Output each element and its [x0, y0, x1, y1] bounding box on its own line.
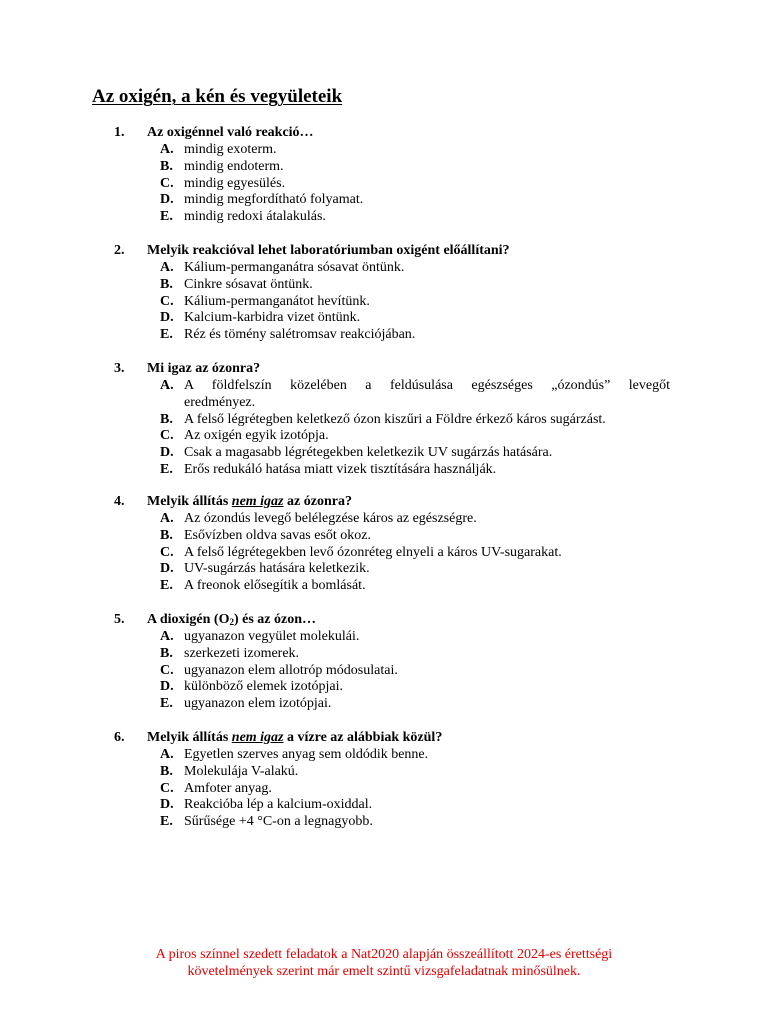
- question-1: [114, 125, 670, 226]
- question-number: 3.: [114, 361, 125, 376]
- option-e: [114, 696, 670, 713]
- question-number: 4.: [114, 494, 125, 509]
- subscript: 2: [229, 617, 234, 627]
- option-letter: C.: [160, 780, 174, 796]
- option-b: [114, 646, 670, 663]
- option-letter: A.: [160, 378, 174, 393]
- question-header: [114, 125, 670, 142]
- question-text-emphasis: nem igaz: [231, 494, 284, 509]
- option-d: [114, 561, 670, 578]
- option-text-continuation: eredményez.: [184, 394, 256, 410]
- option-text: ugyanazon vegyület molekulái.: [184, 629, 360, 644]
- document-title: Az oxigén, a kén és vegyületeik: [92, 86, 343, 107]
- option-e: [114, 578, 670, 595]
- option-a: [114, 629, 670, 646]
- option-letter: B.: [160, 411, 173, 427]
- option-a: [114, 511, 670, 528]
- option-text: Az ózondús levegő belélegzése káros az egészségre.: [184, 511, 477, 526]
- option-letter: D.: [160, 192, 174, 208]
- option-text: Kalcium-karbidra vizet öntünk.: [184, 310, 361, 326]
- option-e: [114, 462, 670, 479]
- option-letter: A.: [160, 260, 174, 275]
- question-number: 6.: [114, 730, 125, 745]
- option-text: UV-sugárzás hatására keletkezik.: [184, 561, 370, 577]
- footer-note-line-1: A piros színnel szedett feladatok a Nat2020 alapján összeállított 2024-es érettségi: [155, 947, 613, 962]
- option-letter: A.: [160, 629, 174, 644]
- option-letter: E.: [160, 578, 173, 594]
- option-d: [114, 310, 670, 327]
- option-e: [114, 209, 670, 226]
- option-text: Cinkre sósavat öntünk.: [184, 276, 313, 292]
- question-text: Melyik reakcióval lehet laboratóriumban oxigént előállítani?: [147, 243, 510, 258]
- question-text: [147, 612, 316, 629]
- option-letter: E.: [160, 209, 173, 225]
- option-letter: D.: [160, 445, 174, 461]
- option-text: mindig redoxi átalakulás.: [184, 209, 326, 225]
- question-text-before: Melyik állítás: [147, 730, 229, 745]
- option-text: Molekulája V-alakú.: [184, 763, 299, 779]
- footer-note: [100, 946, 668, 980]
- option-letter: A.: [160, 747, 174, 762]
- option-letter: B.: [160, 645, 173, 661]
- option-letter: E.: [160, 327, 173, 343]
- option-text: Sűrűsége +4 °C-on a legnagyobb.: [184, 814, 373, 830]
- option-letter: B.: [160, 276, 173, 292]
- option-b: [114, 412, 670, 429]
- question-text: Mi igaz az ózonra?: [147, 361, 261, 376]
- question-header: [114, 243, 670, 260]
- option-letter: C.: [160, 428, 174, 444]
- question-text-after: a vízre az alábbiak közül?: [287, 730, 443, 745]
- option-text: különböző elemek izotópjai.: [184, 679, 344, 695]
- option-a: [114, 260, 670, 277]
- option-d: [114, 192, 670, 209]
- option-text: Az oxigén egyik izotópja.: [184, 428, 329, 444]
- option-text: szerkezeti izomerek.: [184, 645, 300, 661]
- option-d: [114, 679, 670, 696]
- option-d: [114, 445, 670, 462]
- option-letter: C.: [160, 662, 174, 678]
- option-text: mindig endoterm.: [184, 158, 284, 174]
- question-4: [114, 494, 670, 595]
- question-text-after: az ózonra?: [287, 494, 352, 509]
- option-c: [114, 663, 670, 680]
- option-text: mindig exoterm.: [184, 142, 277, 157]
- option-b: [114, 277, 670, 294]
- option-letter: D.: [160, 310, 174, 326]
- question-6: [114, 730, 670, 831]
- footer-note-line-2: követelmények szerint már emelt szintű vizsgafeladatnak minősülnek.: [187, 964, 581, 979]
- option-letter: A.: [160, 142, 174, 157]
- question-number: 2.: [114, 243, 125, 258]
- option-c: [114, 545, 670, 562]
- option-text: A freonok elősegítik a bomlását.: [184, 578, 366, 594]
- option-letter: C.: [160, 293, 174, 309]
- option-text: ugyanazon elem allotróp módosulatai.: [184, 662, 398, 678]
- option-text: Réz és tömény salétromsav reakciójában.: [184, 327, 416, 343]
- option-text: Esővízben oldva savas esőt okoz.: [184, 527, 372, 543]
- option-letter: E.: [160, 814, 173, 830]
- option-text: Reakcióba lép a kalcium-oxiddal.: [184, 797, 373, 813]
- option-c: [114, 176, 670, 193]
- option-text: Kálium-permanganátra sósavat öntünk.: [184, 260, 405, 275]
- option-letter: E.: [160, 696, 173, 712]
- question-text: Az oxigénnel való reakció…: [147, 125, 314, 140]
- option-d: [114, 797, 670, 814]
- question-text: [147, 730, 442, 747]
- option-c: [114, 294, 670, 311]
- question-header: [114, 494, 670, 511]
- option-text: mindig megfordítható folyamat.: [184, 192, 364, 208]
- question-text-after: ) és az ózon…: [233, 612, 317, 627]
- option-c: [114, 781, 670, 798]
- question-text-emphasis: nem igaz: [231, 730, 284, 745]
- question-header: [114, 730, 670, 747]
- option-text: mindig egyesülés.: [184, 175, 286, 191]
- question-number: 5.: [114, 612, 125, 627]
- option-text: Egyetlen szerves anyag sem oldódik benne.: [184, 747, 429, 762]
- question-text-before: Melyik állítás: [147, 494, 229, 509]
- option-letter: D.: [160, 797, 174, 813]
- option-text: Erős redukáló hatása miatt vizek tisztítására használják.: [184, 461, 497, 477]
- option-text: Amfoter anyag.: [184, 780, 272, 796]
- option-text: A földfelszín közelében a feldúsulása egészséges „ózondús” levegőt: [184, 378, 670, 393]
- question-2: [114, 243, 670, 344]
- option-a: [114, 142, 670, 159]
- question-header: [114, 612, 670, 629]
- question-text-before: A dioxigén (O: [147, 612, 230, 627]
- question-number: 1.: [114, 125, 125, 140]
- option-a: [114, 747, 670, 764]
- question-text: [147, 494, 352, 511]
- option-text: ugyanazon elem izotópjai.: [184, 696, 332, 712]
- option-letter: E.: [160, 461, 173, 477]
- question-header: [114, 361, 670, 378]
- option-text: A felső légrétegekben levő ózonréteg elnyeli a káros UV-sugarakat.: [184, 544, 562, 560]
- option-e: [114, 814, 670, 831]
- question-5: [114, 612, 670, 713]
- option-b: [114, 159, 670, 176]
- option-c: [114, 428, 670, 445]
- option-text: A felső légrétegben keletkező ózon kiszűri a Földre érkező káros sugárzást.: [184, 411, 606, 427]
- option-text: Csak a magasabb légrétegekben keletkezik UV sugárzás hatására.: [184, 445, 553, 461]
- option-a: [114, 378, 670, 412]
- option-text: Kálium-permanganátot hevítünk.: [184, 293, 370, 309]
- option-b: [114, 528, 670, 545]
- option-letter: B.: [160, 158, 173, 174]
- option-letter: B.: [160, 763, 173, 779]
- option-b: [114, 764, 670, 781]
- option-letter: D.: [160, 561, 174, 577]
- option-letter: B.: [160, 527, 173, 543]
- question-3: [114, 361, 670, 479]
- option-letter: D.: [160, 679, 174, 695]
- option-letter: C.: [160, 175, 174, 191]
- option-e: [114, 327, 670, 344]
- option-letter: C.: [160, 544, 174, 560]
- option-letter: A.: [160, 511, 174, 526]
